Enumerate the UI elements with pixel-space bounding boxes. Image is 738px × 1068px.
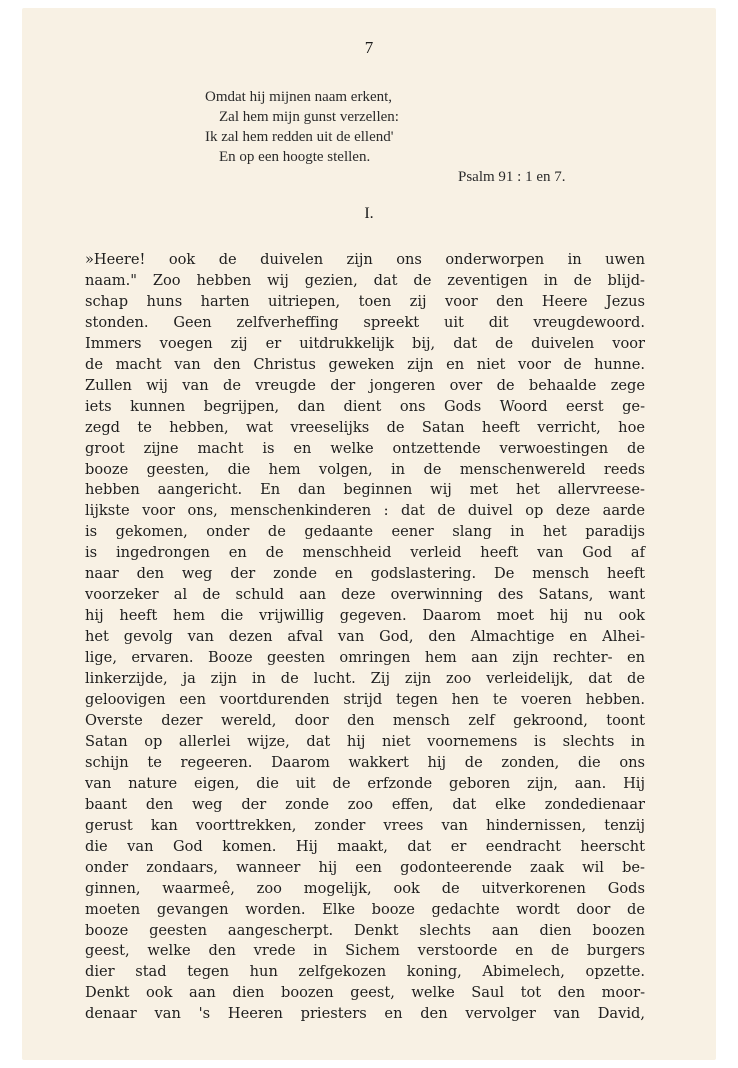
text-line: naar den weg der zonde en godslastering. De mensch heeft [85,565,645,583]
text-line: is ingedrongen en de menschheid verleid heeft van God af [85,544,645,562]
text-line: onder zondaars, wanneer hij een godonteerende zaak wil be- [85,858,645,876]
poem-line: En op een hoogte stellen. [219,149,371,165]
poem-line: Ik zal hem redden uit de ellend' [205,129,394,145]
text-line: groot zijne macht is en welke ontzettende verwoestingen de [85,439,645,457]
text-line: booze geesten, die hem volgen, in de menschenwereld reeds [85,460,645,478]
text-line: geloovigen een voortdurenden strijd tegen hen te voeren hebben. [85,691,645,709]
text-line: van nature eigen, die uit de erfzonde geboren zijn, aan. Hij [85,774,645,792]
body-text [85,250,645,1025]
text-line: baant den weg der zonde zoo effen, dat elke zondedienaar [85,795,645,813]
text-line: ginnen, waarmeê, zoo mogelijk, ook de uitverkorenen Gods [85,879,645,897]
text-line: zegd te hebben, wat vreeselijks de Satan heeft verricht, hoe [85,418,645,436]
poem-line: Omdat hij mijnen naam erkent, [205,89,393,105]
text-line: linkerzijde, ja zijn in de lucht. Zij zijn zoo verleidelijk, dat de [85,670,645,688]
epigraph-attribution: Psalm 91 : 1 en 7. [458,169,566,185]
text-line: lige, ervaren. Booze geesten omringen hem aan zijn rechter- en [85,649,645,667]
text-line: denaar van 's Heeren priesters en den vervolger van David, [85,1005,645,1023]
text-line: hebben aangericht. En dan beginnen wij met het allervreese- [85,481,645,499]
text-line: iets kunnen begrijpen, dan dient ons Gods Woord eerst ge- [85,397,645,415]
poem-line: Zal hem mijn gunst verzellen: [219,109,399,125]
text-line: booze geesten aangescherpt. Denkt slechts aan dien boozen [85,921,645,939]
text-line: die van God komen. Hij maakt, dat er eendracht heerscht [85,837,645,855]
text-line: hij heeft hem die vrijwillig gegeven. Daarom moet hij nu ook [85,607,645,625]
text-line: het gevolg van dezen afval van God, den Almachtige en Alhei- [85,628,645,646]
text-line: Satan op allerlei wijze, dat hij niet voornemens is slechts in [85,732,645,750]
text-line: lijkste voor ons, menschenkinderen : dat de duivel op deze aarde [85,502,645,520]
text-line: geest, welke den vrede in Sichem verstoorde en de burgers [85,942,645,960]
text-line: Immers voegen zij er uitdrukkelijk bij, dat de duivelen voor [85,334,645,352]
text-line: gerust kan voorttrekken, zonder vrees van hindernissen, tenzij [85,816,645,834]
text-line: moeten gevangen worden. Elke booze gedachte wordt door de [85,900,645,918]
text-line: dier stad tegen hun zelfgekozen koning, Abimelech, opzette. [85,963,645,981]
text-line: Denkt ook aan dien boozen geest, welke Saul tot den moor- [85,984,645,1002]
epigraph-poem [205,87,566,185]
text-line: Zullen wij van de vreugde der jongeren over de behaalde zege [85,376,645,394]
text-line: schijn te regeeren. Daarom wakkert hij de zonden, die ons [85,753,645,771]
text-line: de macht van den Christus geweken zijn en niet voor de hunne. [85,355,645,373]
text-line: stonden. Geen zelfverheffing spreekt uit dit vreugdewoord. [85,313,645,331]
text-line: naam." Zoo hebben wij gezien, dat de zeventigen in de blijd- [85,271,645,289]
book-page [22,8,716,1060]
text-line: »Heere! ook de duivelen zijn ons onderworpen in uwen [85,251,645,268]
text-line: voorzeker al de schuld aan deze overwinning des Satans, want [85,586,645,604]
text-line: is gekomen, onder de gedaante eener slang in het paradijs [85,523,645,541]
page-number: 7 [364,38,374,57]
text-line: schap huns harten uitriepen, toen zij voor den Heere Jezus [85,292,645,310]
section-heading: I. [364,205,374,222]
text-line: Overste dezer wereld, door den mensch zelf gekroond, toont [85,711,645,729]
